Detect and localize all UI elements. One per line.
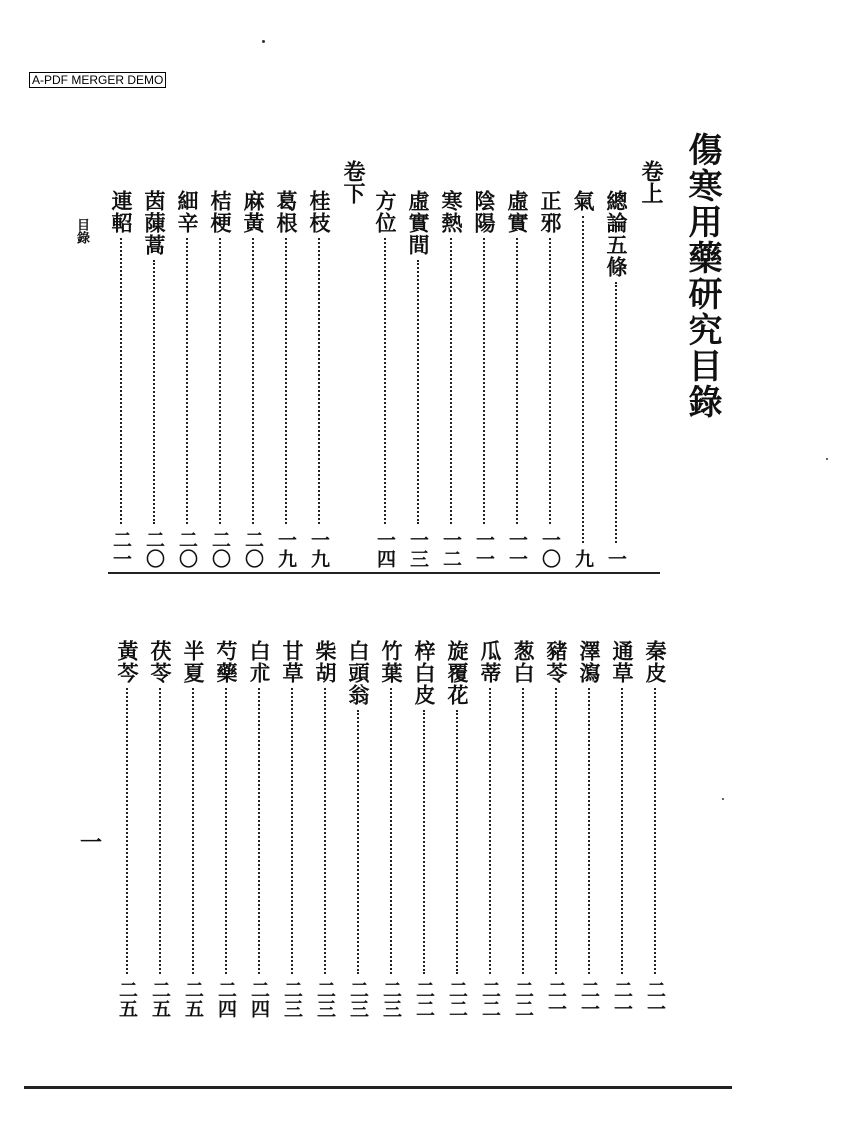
- toc-entry: [370, 190, 400, 568]
- dot-leader: [357, 710, 359, 974]
- dot-leader: [423, 710, 425, 974]
- dot-leader: [615, 282, 617, 543]
- toc-entry: [601, 190, 631, 568]
- toc-entry-page: 一三: [407, 530, 429, 568]
- toc-entry-page: 二二: [512, 980, 534, 1018]
- toc-entry: [409, 640, 439, 1018]
- toc-entry-page: 二四: [248, 980, 270, 1018]
- toc-entry-title: 柴胡: [313, 640, 338, 684]
- toc-entry-title: 麻黃: [241, 190, 266, 234]
- toc-entry: [211, 640, 241, 1018]
- toc-entry: [436, 190, 466, 568]
- scan-speck: [826, 458, 828, 460]
- toc-entry-page: 二五: [149, 980, 171, 1018]
- toc-entry-title: 白頭翁: [346, 640, 371, 706]
- toc-entry-page: 二〇: [209, 530, 231, 568]
- toc-entry-page: 二五: [182, 980, 204, 1018]
- toc-entry-title: 半夏: [181, 640, 206, 684]
- toc-entry-page: 二四: [215, 980, 237, 1018]
- toc-entry-title: 白朮: [247, 640, 272, 684]
- dot-leader: [186, 238, 188, 524]
- dot-leader: [285, 238, 287, 524]
- toc-entry-page: 二一: [611, 980, 633, 1018]
- dot-leader: [654, 688, 656, 974]
- toc-entry-title: 芍藥: [214, 640, 239, 684]
- toc-entry-page: 二一: [578, 980, 600, 1018]
- toc-entry-page: 二〇: [176, 530, 198, 568]
- toc-entry-title: 梓白皮: [412, 640, 437, 706]
- toc-entry-title: 旋覆花: [445, 640, 470, 706]
- dot-leader: [489, 688, 491, 974]
- toc-entry-page: 二〇: [242, 530, 264, 568]
- toc-entry-page: 一: [605, 549, 627, 568]
- toc-entry-page: 一一: [506, 530, 528, 568]
- toc-entry-page: 二一: [545, 980, 567, 1018]
- toc-entry-title: 細辛: [175, 190, 200, 234]
- toc-entry-page: 一一: [473, 530, 495, 568]
- toc-entry-page: 九: [572, 549, 594, 568]
- toc-entry-title: 甘草: [280, 640, 305, 684]
- dot-leader: [522, 688, 524, 974]
- dot-leader: [291, 688, 293, 974]
- toc-entry-title: 瓜蒂: [478, 640, 503, 684]
- dot-leader: [483, 238, 485, 524]
- scan-speck: [722, 798, 724, 800]
- toc-entry: [178, 640, 208, 1018]
- toc-entry-page: 一二: [440, 530, 462, 568]
- toc-entry-title: 葱白: [511, 640, 536, 684]
- toc-entry: [238, 190, 268, 568]
- toc-entry-page: 一〇: [539, 530, 561, 568]
- toc-entry: [502, 190, 532, 568]
- toc-entry: [574, 640, 604, 1018]
- toc-entry-page: 一四: [374, 530, 396, 568]
- toc-entry-page: 二一: [644, 980, 666, 1018]
- toc-entry-page: 二〇: [143, 530, 165, 568]
- toc-entry: [106, 190, 136, 568]
- toc-entry-title: 寒熱: [439, 190, 464, 234]
- toc-entry-title: 竹葉: [379, 640, 404, 684]
- toc-entry-title: 氣: [571, 190, 596, 212]
- toc-entry-page: 二一: [110, 530, 132, 568]
- demo-watermark-banner: A-PDF MERGER DEMO: [29, 72, 166, 88]
- toc-entry-page: 二二: [413, 980, 435, 1018]
- dot-leader: [588, 688, 590, 974]
- toc-entry-page: 一九: [308, 530, 330, 568]
- dot-leader: [555, 688, 557, 974]
- toc-entry-title: 黃芩: [115, 640, 140, 684]
- dot-leader: [324, 688, 326, 974]
- toc-entry: [469, 190, 499, 568]
- dot-leader: [390, 688, 392, 974]
- toc-entry-page: 二三: [281, 980, 303, 1018]
- toc-entry-page: 二二: [479, 980, 501, 1018]
- toc-entry-title: 虛實: [505, 190, 530, 234]
- dot-leader: [120, 238, 122, 524]
- dot-leader: [153, 260, 155, 524]
- toc-entry-title: 桂枝: [307, 190, 332, 234]
- dot-leader: [621, 688, 623, 974]
- toc-entry: [139, 190, 169, 568]
- side-running-title: 目錄: [74, 218, 89, 244]
- toc-entry-page: 二二: [446, 980, 468, 1018]
- toc-entry: [310, 640, 340, 1018]
- toc-entry-title: 秦皮: [643, 640, 668, 684]
- toc-entry: [277, 640, 307, 1018]
- toc-entry-title: 虛實間: [406, 190, 431, 256]
- dot-leader: [384, 238, 386, 524]
- toc-entry: [508, 640, 538, 1018]
- dot-leader: [219, 238, 221, 524]
- dot-leader: [456, 710, 458, 974]
- toc-entry-title: 正邪: [538, 190, 563, 234]
- dot-leader: [126, 688, 128, 974]
- toc-entry: [172, 190, 202, 568]
- dot-leader: [582, 216, 584, 543]
- toc-entry: [640, 640, 670, 1018]
- toc-entry-page: 二五: [116, 980, 138, 1018]
- toc-entry-page: 二三: [314, 980, 336, 1018]
- toc-entry: [145, 640, 175, 1018]
- toc-entry-title: 澤瀉: [577, 640, 602, 684]
- page-number: 一: [80, 830, 103, 856]
- dot-leader: [417, 260, 419, 524]
- toc-entry-title: 方位: [373, 190, 398, 234]
- dot-leader: [516, 238, 518, 524]
- dot-leader: [192, 688, 194, 974]
- toc-entry: [568, 190, 598, 568]
- toc-entry: [535, 190, 565, 568]
- page-bottom-rule: [24, 1086, 732, 1089]
- toc-entry-page: 一九: [275, 530, 297, 568]
- toc-entry-title: 總論五條: [604, 190, 629, 278]
- page-title: 傷寒用藥研究目錄: [682, 132, 722, 420]
- dot-leader: [318, 238, 320, 524]
- toc-entry-title: 茵蔯蒿: [142, 190, 167, 256]
- section-divider: [108, 572, 660, 574]
- toc-entry: [244, 640, 274, 1018]
- volume-lower-heading: 卷下: [340, 160, 366, 204]
- toc-entry: [205, 190, 235, 568]
- scan-speck: [262, 40, 265, 43]
- volume-upper-heading: 卷上: [638, 160, 664, 204]
- toc-entry-title: 通草: [610, 640, 635, 684]
- toc-entry-title: 豬苓: [544, 640, 569, 684]
- dot-leader: [225, 688, 227, 974]
- toc-entry-title: 桔梗: [208, 190, 233, 234]
- toc-entry: [475, 640, 505, 1018]
- dot-leader: [258, 688, 260, 974]
- dot-leader: [252, 238, 254, 524]
- toc-entry-page: 二三: [347, 980, 369, 1018]
- toc-entry: [376, 640, 406, 1018]
- toc-entry: [403, 190, 433, 568]
- toc-entry-title: 連軺: [109, 190, 134, 234]
- toc-entry-title: 陰陽: [472, 190, 497, 234]
- toc-entry-page: 二三: [380, 980, 402, 1018]
- dot-leader: [159, 688, 161, 974]
- dot-leader: [450, 238, 452, 524]
- toc-entry: [541, 640, 571, 1018]
- toc-entry: [343, 640, 373, 1018]
- toc-entry: [271, 190, 301, 568]
- toc-entry: [112, 640, 142, 1018]
- toc-entry: [607, 640, 637, 1018]
- toc-entry-title: 葛根: [274, 190, 299, 234]
- toc-entry: [304, 190, 334, 568]
- dot-leader: [549, 238, 551, 524]
- toc-entry: [442, 640, 472, 1018]
- toc-entry-title: 茯苓: [148, 640, 173, 684]
